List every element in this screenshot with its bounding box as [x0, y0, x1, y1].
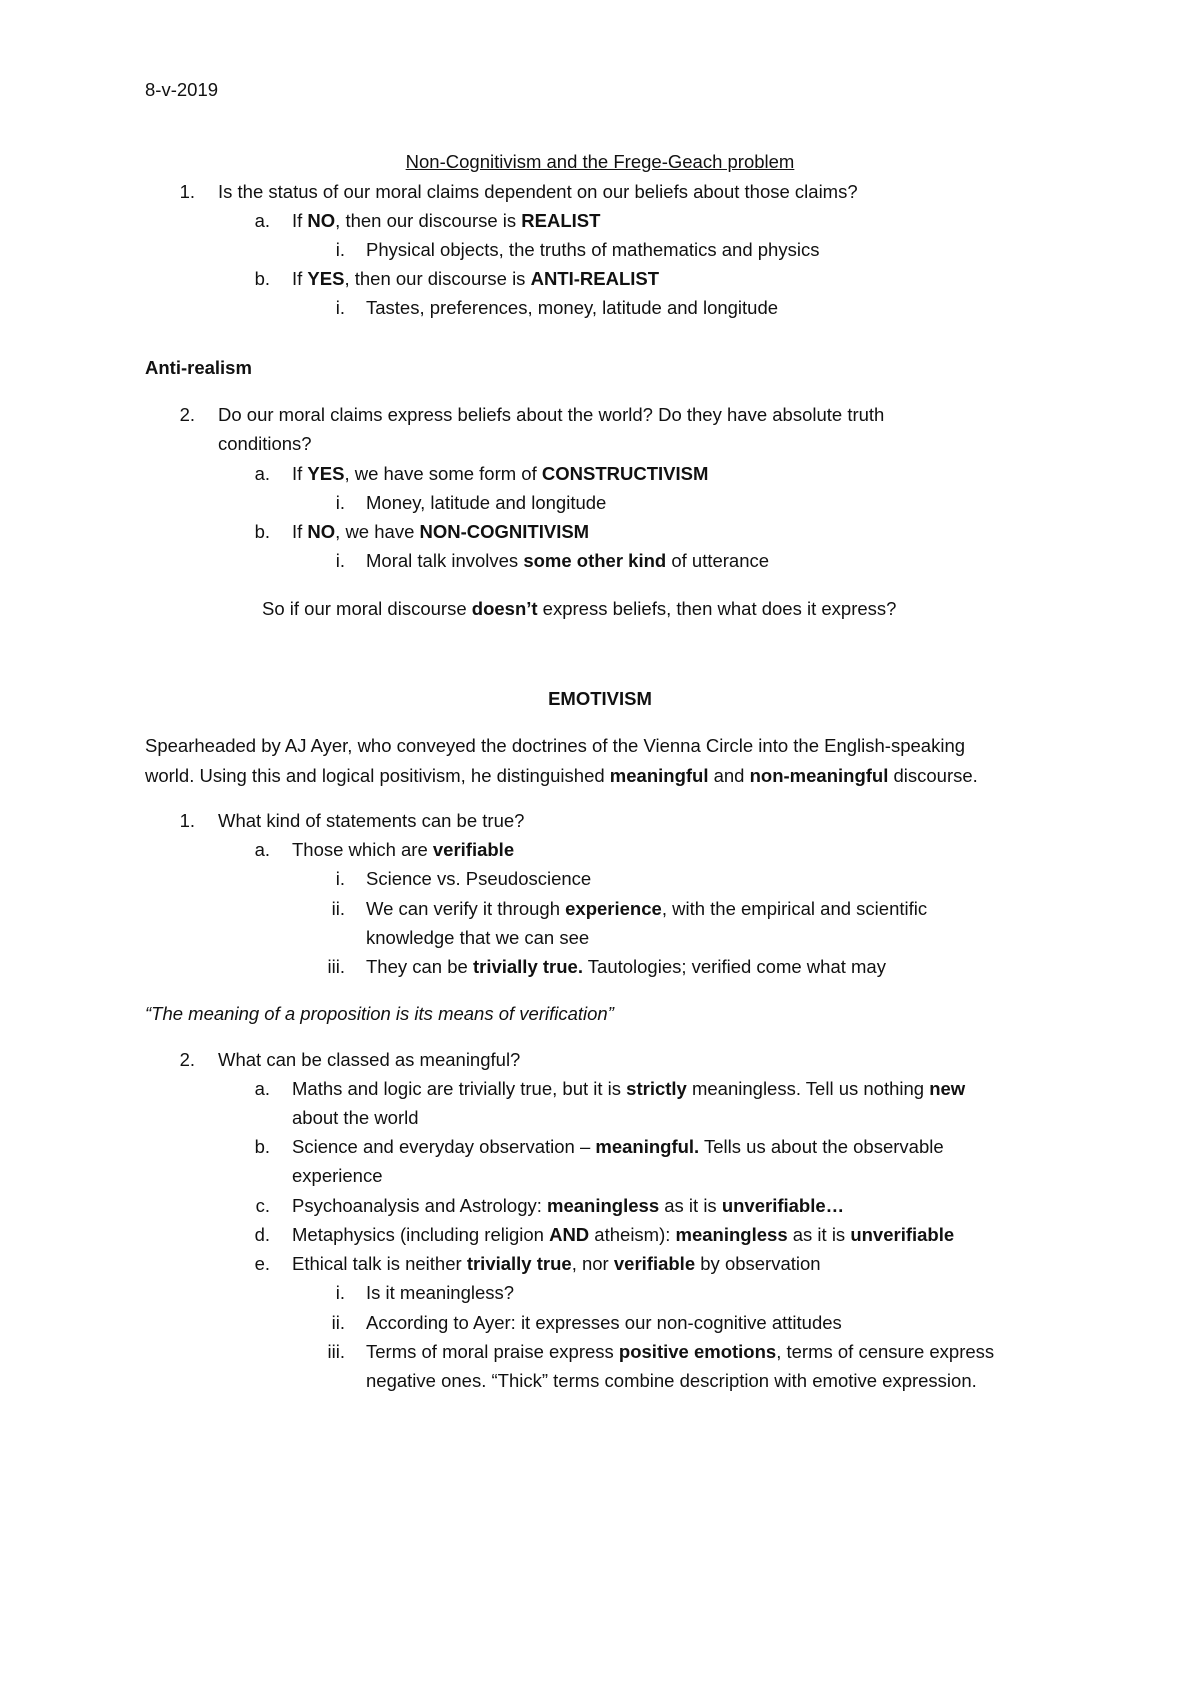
e2-e-iii: Terms of moral praise express positive emotions, terms of censure express — [366, 1341, 995, 1362]
list-marker: 2. — [179, 1049, 195, 1070]
list-marker: a. — [254, 210, 270, 231]
list-marker: 1. — [179, 810, 195, 831]
list-marker: iii. — [327, 1341, 345, 1362]
list-marker: c. — [255, 1195, 270, 1216]
list-marker: 1. — [179, 181, 195, 202]
list-marker: e. — [254, 1253, 270, 1274]
e2-a-line2: about the world — [292, 1107, 419, 1128]
list-marker: i. — [335, 550, 345, 571]
e1-a-ii: We can verify it through experience, with the empirical and scientific — [366, 898, 928, 919]
e1-a: Those which are verifiable — [292, 839, 515, 860]
q1-text: Is the status of our moral claims dependent on our beliefs about those claims? — [218, 181, 858, 202]
e2-e-i: Is it meaningless? — [366, 1282, 515, 1303]
list-marker: a. — [254, 839, 270, 860]
e1-a-ii-line2: knowledge that we can see — [366, 927, 590, 948]
title-text: Non-Cognitivism and the Frege-Geach problem — [405, 151, 795, 172]
emotivism-heading: EMOTIVISM — [548, 688, 652, 709]
list-marker: b. — [254, 521, 270, 542]
list-marker: 2. — [179, 404, 195, 425]
e2-c: Psychoanalysis and Astrology: meaningless as it is unverifiable… — [292, 1195, 845, 1216]
so-line: So if our moral discourse doesn’t express beliefs, then what does it express? — [262, 598, 897, 619]
e1-a-i: Science vs. Pseudoscience — [366, 868, 592, 889]
list-marker: ii. — [331, 898, 345, 919]
list-marker: i. — [335, 868, 345, 889]
q2-b: If NO, we have NON-COGNITIVISM — [292, 521, 590, 542]
list-marker: ii. — [331, 1312, 345, 1333]
list-marker: i. — [335, 1282, 345, 1303]
page-title — [0, 150, 1200, 174]
intro-line2: world. Using this and logical positivism, he distinguished meaningful and non-meaningful discourse. — [145, 765, 978, 786]
e2-e-iii-line2: negative ones. “Thick” terms combine description with emotive expression. — [366, 1370, 977, 1391]
list-marker: i. — [335, 492, 345, 513]
e2-text: What can be classed as meaningful? — [218, 1049, 521, 1070]
list-marker: b. — [254, 1136, 270, 1157]
list-marker: i. — [335, 297, 345, 318]
q2-text-line2: conditions? — [218, 433, 312, 454]
q1-a-i: Physical objects, the truths of mathematics and physics — [366, 239, 820, 260]
anti-realism-heading: Anti-realism — [145, 357, 252, 378]
q1-b-i: Tastes, preferences, money, latitude and longitude — [366, 297, 779, 318]
e2-e-ii: According to Ayer: it expresses our non-cognitive attitudes — [366, 1312, 842, 1333]
e2-b: Science and everyday observation – meaningful. Tells us about the observable — [292, 1136, 944, 1157]
q2-b-i: Moral talk involves some other kind of utterance — [366, 550, 770, 571]
e2-a: Maths and logic are trivially true, but it is strictly meaningless. Tell us nothing new — [292, 1078, 966, 1099]
q2-a: If YES, we have some form of CONSTRUCTIVISM — [292, 463, 709, 484]
list-marker: i. — [335, 239, 345, 260]
list-marker: d. — [254, 1224, 270, 1245]
e2-e: Ethical talk is neither trivially true, nor verifiable by observation — [292, 1253, 821, 1274]
q1-a: If NO, then our discourse is REALIST — [292, 210, 601, 231]
verification-quote: “The meaning of a proposition is its means of verification” — [145, 1003, 614, 1024]
q2-a-i: Money, latitude and longitude — [366, 492, 607, 513]
intro-line1: Spearheaded by AJ Ayer, who conveyed the doctrines of the Vienna Circle into the English-speaking — [145, 735, 966, 756]
list-marker: b. — [254, 268, 270, 289]
list-marker: a. — [254, 1078, 270, 1099]
e2-d: Metaphysics (including religion AND atheism): meaningless as it is unverifiable — [292, 1224, 955, 1245]
e1-text: What kind of statements can be true? — [218, 810, 525, 831]
list-marker: a. — [254, 463, 270, 484]
list-marker: iii. — [327, 956, 345, 977]
e1-a-iii: They can be trivially true. Tautologies; verified come what may — [366, 956, 886, 977]
date: 8-v-2019 — [145, 79, 219, 100]
q2-text-line1: Do our moral claims express beliefs about the world? Do they have absolute truth — [218, 404, 885, 425]
q1-b: If YES, then our discourse is ANTI-REALIST — [292, 268, 660, 289]
e2-b-line2: experience — [292, 1165, 383, 1186]
